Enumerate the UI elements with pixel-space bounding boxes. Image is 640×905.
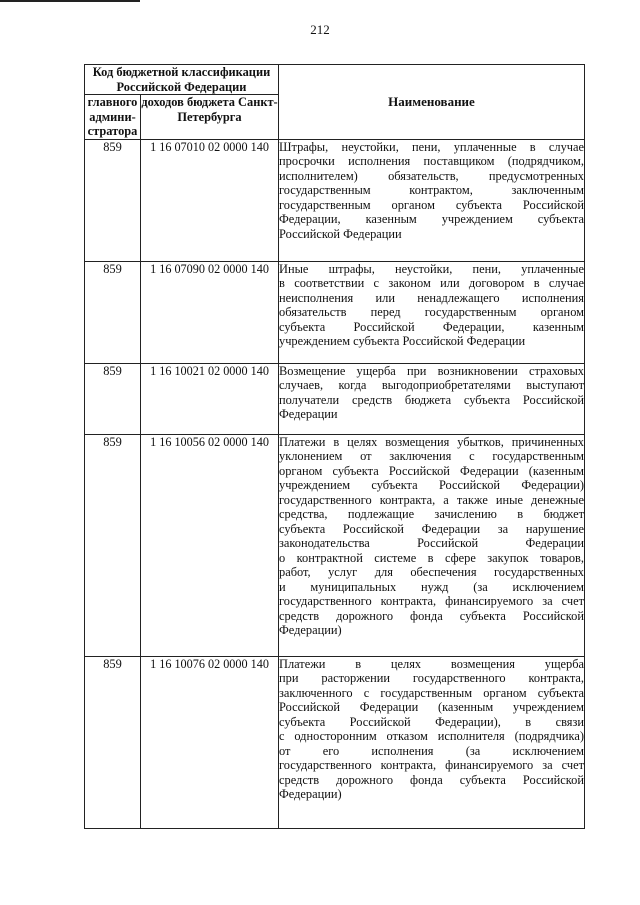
header-main-administrator: главного админи-стратора [85, 95, 141, 140]
header-income-code: доходов бюджета Санкт-Петербурга [141, 95, 279, 140]
cell-name [279, 261, 585, 363]
name-text-line: государственным органом субъекта Российской [279, 197, 584, 212]
name-text-line: средств дорожного фонда субъекта Российской [279, 772, 584, 787]
cell-admin-code: 859 [85, 363, 141, 434]
name-text-line: получатели средств бюджета субъекта Российской [279, 392, 584, 407]
name-text-line: государственного контракта, финансируемого за счет [279, 594, 584, 608]
name-text-line: заключенного с государственным органом субъекта [279, 685, 584, 700]
table-row [85, 261, 585, 363]
header-budget-code-group: Код бюджетной классификации Российской Федерации [85, 65, 279, 95]
name-text-line: средства, подлежащие зачислению в бюджет [279, 507, 584, 521]
name-text-line: Платежи в целях возмещения ущерба [279, 656, 584, 671]
table-row [85, 434, 585, 656]
name-text-line: Платежи в целях возмещения убытков, причиненных [279, 434, 584, 449]
cell-income-code: 1 16 10076 02 0000 140 [141, 656, 279, 828]
name-text-line: государственным контрактом, заключенным [279, 183, 584, 197]
name-text-line: законодательства Российской Федерации [279, 536, 584, 550]
name-text-line: учреждением субъекта Российской Федерации [279, 334, 526, 348]
table-row [85, 656, 585, 828]
page-number: 212 [310, 22, 330, 37]
cell-income-code: 1 16 10056 02 0000 140 [141, 434, 279, 656]
cell-income-code: 1 16 07010 02 0000 140 [141, 139, 279, 261]
name-text-line: субъекта Российской Федерации), в связи [279, 714, 584, 729]
name-text-line: с односторонним отказом исполнителя (подрядчика) [279, 729, 584, 743]
name-text-line: в соответствии с законом или договором в случае [279, 276, 584, 290]
name-text-line: Федерации) [279, 623, 342, 637]
cell-admin-code: 859 [85, 139, 141, 261]
name-text-line: Иные штрафы, неустойки, пени, уплаченные [279, 261, 584, 276]
cell-admin-code: 859 [85, 656, 141, 828]
name-text-line: Возмещение ущерба при возникновении страховых [279, 363, 584, 378]
name-text-line: Штрафы, неустойки, пени, уплаченные в случае [279, 139, 584, 154]
name-text-line: и муниципальных нужд (за исключением [279, 579, 584, 594]
name-text-line: случаев, когда выгодоприобретателями выступают [279, 378, 584, 392]
cell-name [279, 139, 585, 261]
name-text-line: субъекта Российской Федерации, казенным [279, 319, 584, 334]
name-text-line: Федерации [279, 407, 338, 421]
name-text-line: Федерации) [279, 787, 342, 801]
name-text-line: при расторжении государственного контракта, [279, 671, 584, 685]
table-row [85, 363, 585, 434]
name-text-line: неисполнения или ненадлежащего исполнения [279, 290, 584, 305]
name-text-line: работ, услуг для обеспечения государственных [279, 565, 584, 579]
name-text-line: Российской Федерации [279, 226, 402, 241]
name-text-line: от его исполнения (за исключением [279, 743, 584, 758]
name-text-line: Федерации, казенным учреждением субъекта [279, 212, 584, 226]
table-header [85, 65, 585, 140]
cell-income-code: 1 16 10021 02 0000 140 [141, 363, 279, 434]
name-text-line: Российской Федерации (казенным учреждением [279, 700, 584, 714]
table-body [85, 139, 585, 828]
cell-name [279, 434, 585, 656]
budget-classification-table [84, 64, 585, 829]
cell-name [279, 363, 585, 434]
name-text-line: исполнителем) обязательств, предусмотренных [279, 168, 584, 183]
cell-admin-code: 859 [85, 434, 141, 656]
table-row [85, 139, 585, 261]
name-text-line: средств дорожного фонда субъекта Российской [279, 608, 584, 623]
name-text-line: уклонением от заключения с государственным [279, 449, 584, 463]
cell-admin-code: 859 [85, 261, 141, 363]
cell-income-code: 1 16 07090 02 0000 140 [141, 261, 279, 363]
name-text-line: государственного контракта, а также иные денежные [279, 492, 584, 507]
name-text-line: органом субъекта Российской Федерации (казенным [279, 463, 584, 478]
name-text-line: обязательств перед государственным органом [279, 305, 584, 319]
name-text-line: государственного контракта, финансируемого за счет [279, 758, 584, 772]
header-name: Наименование [279, 65, 585, 140]
name-text-line: учреждением субъекта Российской Федерации) [279, 478, 584, 492]
name-text-line: просрочки исполнения поставщиком (подрядчиком, [279, 154, 584, 168]
scan-edge-mark [0, 0, 140, 2]
name-text-line: субъекта Российской Федерации за нарушение [279, 521, 584, 536]
name-text-line: о контрактной системе в сфере закупок товаров, [279, 550, 584, 565]
cell-name [279, 656, 585, 828]
